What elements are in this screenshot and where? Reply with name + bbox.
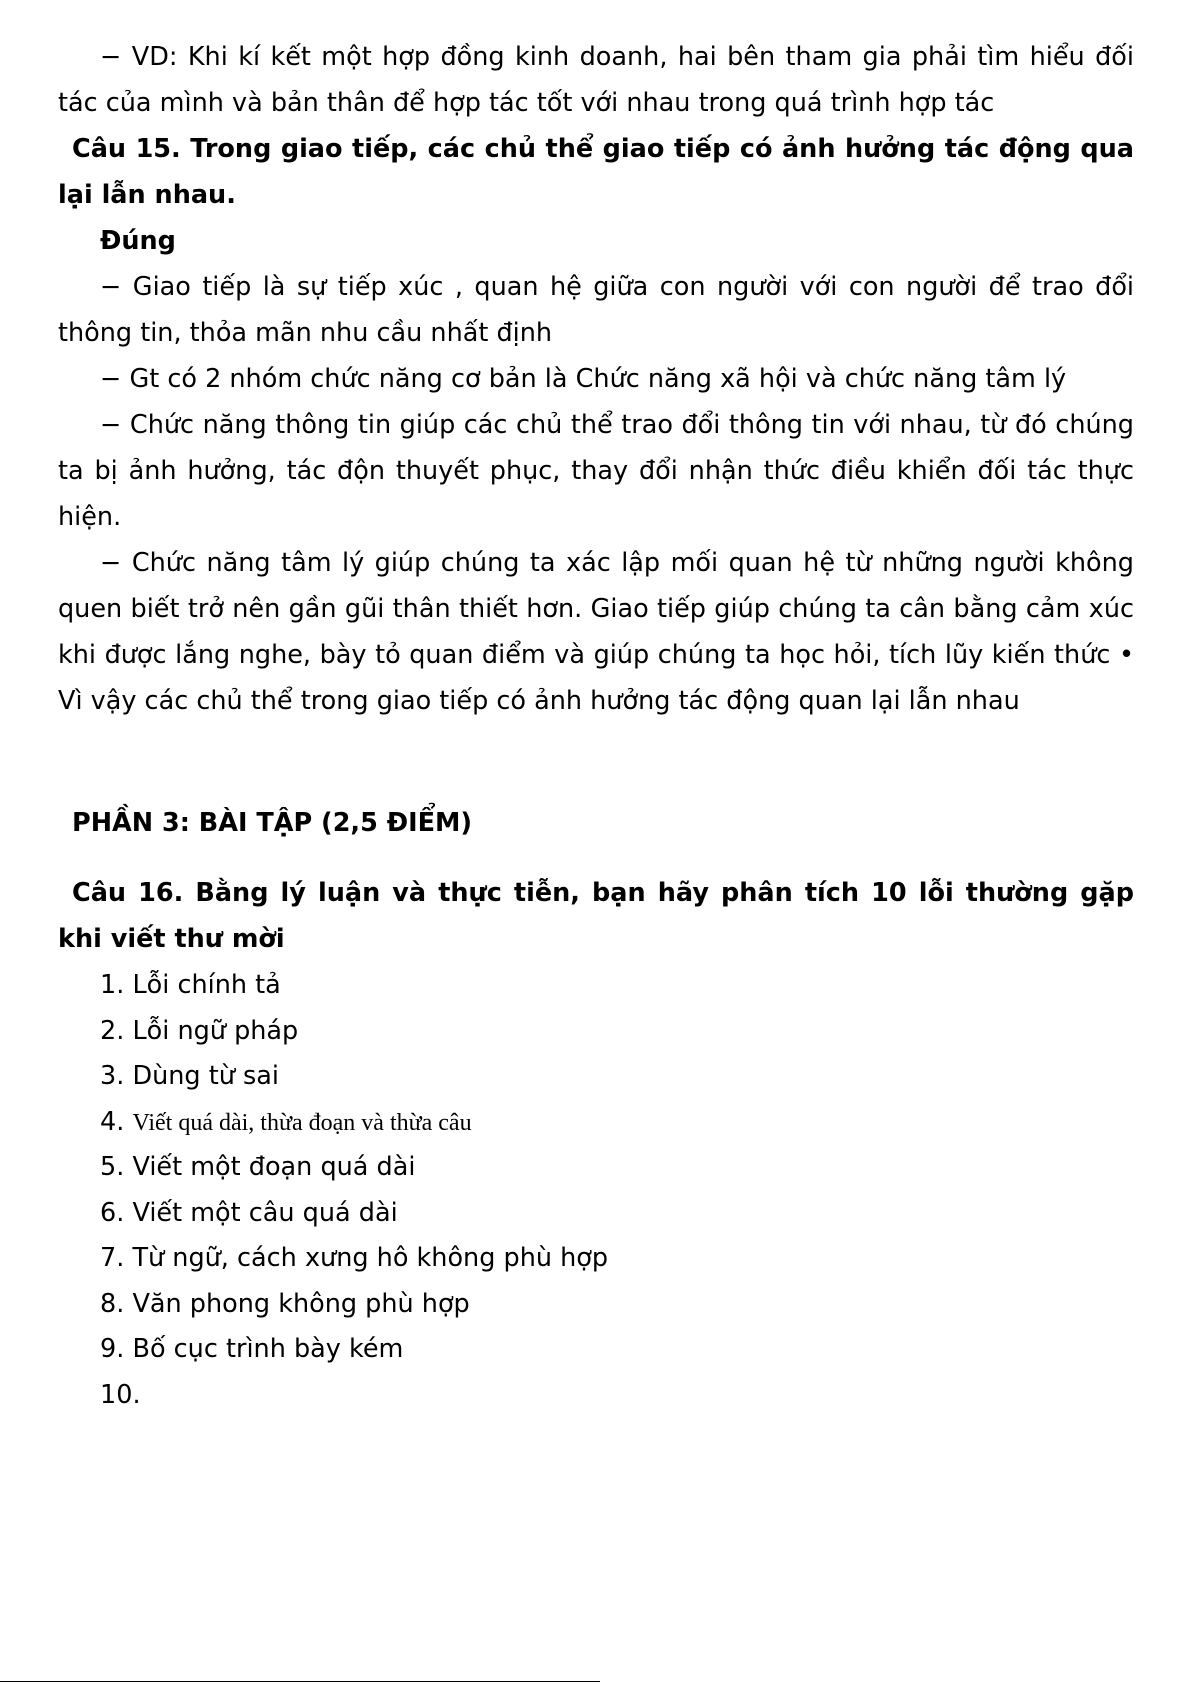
example-paragraph: − VD: Khi kí kết một hợp đồng kinh doanh, hai bên tham gia phải tìm hiểu đối tác của mình và bản thân để hợp tác tốt với nhau trong quá trình hợp tác: [58, 42, 1134, 118]
mistakes-list: [58, 962, 1134, 1417]
list-item-number: 5.: [100, 1152, 125, 1182]
question-15-paragraph-4: − Chức năng tâm lý giúp chúng ta xác lập mối quan hệ từ những người không quen biết trở nên gần gũi thân thiết hơn. Giao tiếp giúp chúng ta cân bằng cảm xúc khi được lắng nghe, bày tỏ quan điểm và giúp chúng ta học hỏi, tích lũy kiến thức • Vì vậy các chủ thể trong giao tiếp có ảnh hưởng tác động quan lại lẫn nhau: [58, 548, 1134, 716]
list-item-number: 10.: [100, 1379, 141, 1410]
list-item-number: 6.: [100, 1197, 125, 1228]
page-bottom-rule: [0, 1681, 600, 1682]
list-item: [58, 1235, 1134, 1281]
list-item-number: 9.: [100, 1334, 125, 1364]
list-item: [58, 1372, 1134, 1418]
list-item: [58, 1326, 1134, 1372]
spacer: [58, 724, 1134, 800]
question-15-answer-label: Đúng: [100, 226, 176, 256]
list-item: [58, 1053, 1134, 1099]
document-page: [58, 34, 1134, 1417]
question-15-paragraph-3: − Chức năng thông tin giúp các chủ thể trao đổi thông tin với nhau, từ đó chúng ta bị ảnh hưởng, tác độn thuyết phục, thay đổi nhận thức điều khiển đối tác thực hiện.: [58, 410, 1134, 532]
list-item: [58, 1008, 1134, 1054]
question-15-heading: Câu 15. Trong giao tiếp, các chủ thể giao tiếp có ảnh hưởng tác động qua lại lẫn nhau.: [58, 134, 1134, 210]
list-item: [58, 1281, 1134, 1327]
list-item: [58, 1144, 1134, 1190]
section-3-heading: PHẦN 3: BÀI TẬP (2,5 ĐIỂM): [72, 808, 473, 838]
list-item-text: Viết một đoạn quá dài: [132, 1152, 416, 1182]
list-item-text: Dùng từ sai: [132, 1061, 279, 1091]
list-item-text: Viết quá dài, thừa đoạn và thừa câu: [132, 1109, 472, 1136]
list-item-number: 4.: [100, 1106, 125, 1137]
question-15-paragraph-1: − Giao tiếp là sự tiếp xúc , quan hệ giữa con người với con người để trao đổi thông tin, thỏa mãn nhu cầu nhất định: [58, 272, 1134, 348]
list-item: [58, 962, 1134, 1008]
spacer: [58, 846, 1134, 870]
list-item-text: Từ ngữ, cách xưng hô không phù hợp: [132, 1243, 609, 1273]
list-item: [58, 1099, 1134, 1145]
list-item-number: 8.: [100, 1288, 125, 1319]
list-item-number: 1.: [100, 970, 125, 1000]
list-item-number: 2.: [100, 1015, 125, 1046]
list-item-number: 3.: [100, 1061, 125, 1091]
list-item-text: Viết một câu quá dài: [132, 1197, 398, 1228]
list-item: [58, 1190, 1134, 1236]
question-16-heading: Câu 16. Bằng lý luận và thực tiễn, bạn hãy phân tích 10 lỗi thường gặp khi viết thư mời: [58, 878, 1134, 954]
question-15-paragraph-2: − Gt có 2 nhóm chức năng cơ bản là Chức năng xã hội và chức năng tâm lý: [100, 364, 1067, 394]
list-item-text: Lỗi chính tả: [132, 970, 281, 1000]
list-item-text: Bố cục trình bày kém: [132, 1334, 404, 1364]
list-item-text: Văn phong không phù hợp: [132, 1288, 470, 1319]
list-item-text: Lỗi ngữ pháp: [132, 1015, 299, 1046]
list-item-number: 7.: [100, 1243, 125, 1273]
